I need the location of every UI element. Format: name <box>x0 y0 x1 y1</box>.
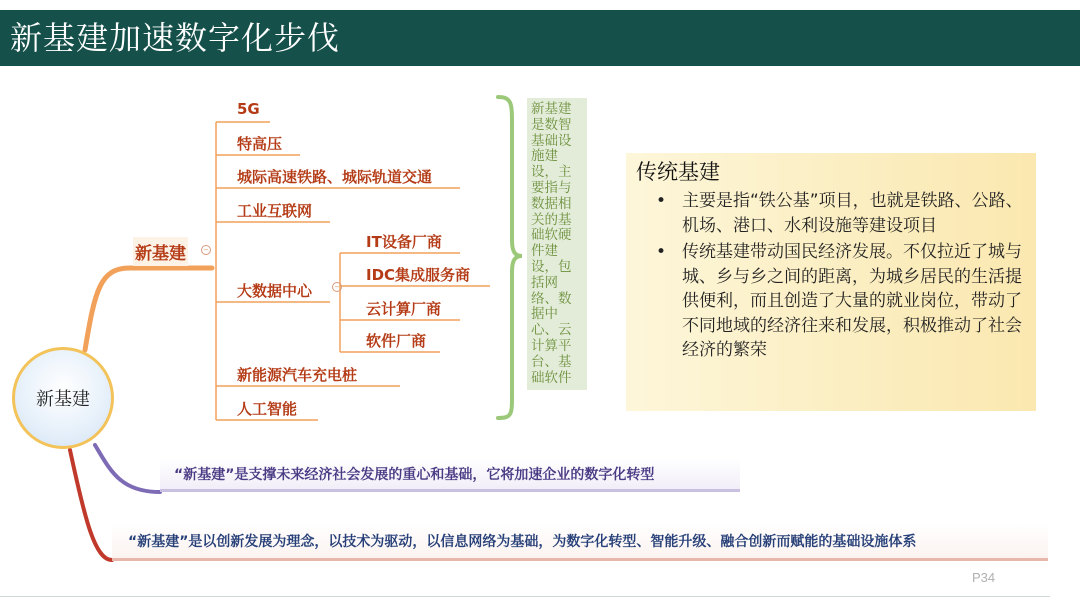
traditional-infrastructure-box <box>626 153 1036 411</box>
root-node <box>12 347 114 449</box>
data-center-child: 软件厂商 <box>366 332 427 350</box>
branch-item: 5G <box>237 100 260 118</box>
branch-item: 城际高速铁路、城际轨道交通 <box>237 168 433 186</box>
traditional-bullet-text: 主要是指“铁公基”项目，也就是铁路、公路、机场、港口、水利设施等建设项目 <box>682 191 1023 236</box>
traditional-bullet <box>636 189 1024 238</box>
root-node-label: 新基建 <box>36 389 90 410</box>
traditional-bullet-text: 传统基建带动国民经济发展。不仅拉近了城与城、乡与乡之间的距离，为城乡居民的生活提供便利，而且创造了大量的就业岗位，带动了不同地域的经济往来和发展，积极推动了社会经济的繁荣 <box>682 242 1022 360</box>
branch-node: 新基建 <box>133 237 188 266</box>
footer-divider <box>0 596 1050 597</box>
data-center-child: 云计算厂商 <box>366 300 442 318</box>
definition-note: 新基建是数智基础设施建设，主要指与数据相关的基础软硬件建设，包括网络、数据中心、云计算平台、基础软件 <box>527 98 587 390</box>
collapse-icon[interactable]: − <box>201 245 211 255</box>
branch-item: 新能源汽车充电桩 <box>237 366 358 384</box>
branch-item: 大数据中心 <box>237 282 313 300</box>
traditional-title: 传统基建 <box>636 160 720 184</box>
page-title: 新基建加速数字化步伐 <box>10 19 341 57</box>
statement-definition: “新基建”是以创新发展为理念，以技术为驱动，以信息网络为基础，为数字化转型、智能升级、融合创新而赋能的基础设施体系 <box>112 523 1048 561</box>
branch-item: 工业互联网 <box>237 202 313 220</box>
data-center-child: IDC集成服务商 <box>366 266 471 284</box>
collapse-icon[interactable]: − <box>332 282 342 292</box>
data-center-child: IT设备厂商 <box>366 233 442 251</box>
traditional-bullet <box>636 240 1024 363</box>
branch-item: 人工智能 <box>237 400 298 418</box>
branch-item: 特高压 <box>237 135 283 153</box>
bullet-icon: • <box>656 191 667 211</box>
traditional-list <box>636 189 1024 363</box>
bullet-icon: • <box>656 242 667 262</box>
page-number: P34 <box>972 570 996 585</box>
statement-support: “新基建”是支撑未来经济社会发展的重心和基础，它将加速企业的数字化转型 <box>160 458 740 492</box>
